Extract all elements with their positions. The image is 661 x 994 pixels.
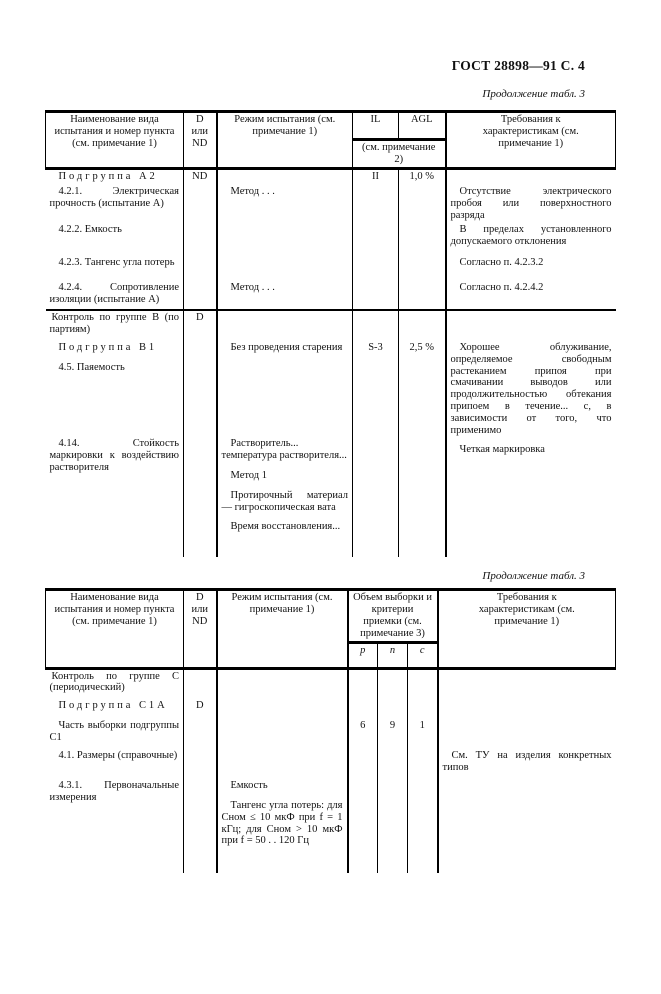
cell-d-nd <box>184 341 217 437</box>
cell-p <box>348 668 378 699</box>
cell-p <box>348 699 378 719</box>
table-row <box>46 699 616 719</box>
cell-d-nd <box>184 719 217 749</box>
col-header-sample-group-label: Объем выборки и критерии приемки (см. примечание 3) <box>353 592 432 639</box>
col-header-d-nd <box>184 590 217 668</box>
cell-requirements <box>446 256 616 281</box>
requirement-text: Четкая маркировка <box>459 444 545 456</box>
table2-head <box>46 590 616 668</box>
col-header-d-nd-label: D или ND <box>191 592 208 628</box>
agl-value: 1,0 % <box>409 170 434 182</box>
table-row <box>46 668 616 699</box>
col-header-test-mode <box>217 590 348 668</box>
col-header-sample-group <box>348 590 438 642</box>
cell-agl <box>399 341 446 437</box>
p-value: 6 <box>360 720 366 732</box>
test-name: 4.2.4. Сопротивление изоляции (испытание А) <box>49 282 179 305</box>
cell-test-mode <box>217 699 348 719</box>
continuation-table-2 <box>45 588 616 873</box>
table-row <box>46 719 616 749</box>
cell-il <box>353 437 399 557</box>
col-header-il-label: IL <box>370 114 381 125</box>
cell-test-name <box>46 168 184 185</box>
cell-d-nd <box>184 699 217 719</box>
table-row <box>46 437 616 557</box>
cell-agl <box>399 168 446 185</box>
subgroup-title: Подгруппа В1 <box>58 342 158 354</box>
cell-requirements <box>438 699 616 719</box>
cell-test-name <box>46 223 184 256</box>
cell-test-mode <box>217 749 348 779</box>
table-row <box>46 223 616 256</box>
cell-requirements <box>438 749 616 779</box>
cell-agl <box>399 256 446 281</box>
table-row <box>46 256 616 281</box>
col-header-p <box>348 642 378 668</box>
cell-d-nd <box>184 310 217 341</box>
test-mode: Протирочный материал — гигроскопическая вата <box>221 489 348 513</box>
cell-test-mode <box>217 281 353 310</box>
table-row <box>46 185 616 223</box>
col-header-test-mode-label: Режим испытания (см. примечание 1) <box>234 114 336 137</box>
cell-c <box>408 779 438 873</box>
cell-p <box>348 779 378 873</box>
cell-requirements <box>446 185 616 223</box>
cell-p <box>348 749 378 779</box>
cell-requirements <box>438 779 616 873</box>
cell-d-nd <box>184 668 217 699</box>
cell-d-nd <box>184 779 217 873</box>
col-header-c <box>408 642 438 668</box>
cell-il <box>353 341 399 437</box>
control-group-title: Контроль по группе С (периодический) <box>49 670 179 694</box>
cell-test-name <box>46 668 184 699</box>
test-mode: Метод . . . <box>230 282 275 294</box>
cell-c <box>408 668 438 699</box>
table2-caption: Продолжение табл. 3 <box>482 570 585 583</box>
test-name: 4.2.1. Электрическая прочность (испытание А) <box>49 186 179 209</box>
test-mode: Метод . . . <box>230 186 275 198</box>
cell-requirements <box>446 310 616 341</box>
cell-test-name <box>46 310 184 341</box>
cell-il <box>353 310 399 341</box>
table-row <box>46 310 616 341</box>
cell-n <box>378 719 408 749</box>
cell-test-mode <box>217 185 353 223</box>
table-row <box>46 168 616 185</box>
requirement-text: Согласно п. 4.2.3.2 <box>459 257 544 269</box>
cell-il <box>353 185 399 223</box>
cell-requirements <box>438 719 616 749</box>
il-value: II <box>372 170 379 182</box>
cell-agl <box>399 310 446 341</box>
requirement-text: Согласно п. 4.2.4.2 <box>459 282 544 294</box>
table-header-row <box>46 112 616 140</box>
test-mode: Растворитель... температура растворителя... <box>221 438 347 462</box>
cell-c <box>408 699 438 719</box>
cell-d-nd <box>184 256 217 281</box>
table1-head <box>46 112 616 169</box>
d-nd-value: ND <box>192 170 208 182</box>
cell-test-mode <box>217 437 353 557</box>
cell-requirements <box>446 281 616 310</box>
cell-requirements <box>446 341 616 437</box>
cell-il <box>353 223 399 256</box>
test-name: Часть выборки подгруппы С1 <box>49 720 179 743</box>
col-header-test-name-label: Наименование вида испытания и номер пункта (см. примечание 1) <box>54 114 175 149</box>
test-mode: Тангенс угла потерь: для Сном ≤ 10 мкФ при f = 1 кГц; для Сном > 10 мкФ при f = 50 . . 120 Гц <box>221 799 343 847</box>
col-header-requirements-label: Требования к характеристикам (см. примечание 1) <box>482 114 579 149</box>
test-mode: Метод 1 <box>230 470 267 482</box>
cell-il <box>353 256 399 281</box>
cell-n <box>378 749 408 779</box>
requirement-text: Отсутствие электрического пробоя или поверхностного разряда <box>450 186 612 221</box>
cell-test-name <box>46 719 184 749</box>
cell-test-name <box>46 281 184 310</box>
test-name: 4.2.2. Емкость <box>58 224 122 236</box>
cell-n <box>378 779 408 873</box>
cell-c <box>408 749 438 779</box>
subgroup-title: Подгруппа А2 <box>58 170 158 182</box>
doc-header: ГОСТ 28898—91 С. 4 <box>451 58 585 73</box>
col-header-test-mode <box>217 112 353 169</box>
col-header-agl <box>399 112 446 140</box>
test-name: 4.3.1. Первоначальные измерения <box>49 780 179 803</box>
cell-requirements <box>446 223 616 256</box>
cell-test-mode <box>217 341 353 437</box>
cell-d-nd <box>184 168 217 185</box>
col-header-il <box>353 112 399 140</box>
cell-requirements <box>438 668 616 699</box>
cell-test-mode <box>217 719 348 749</box>
test-mode: Время восстановления... <box>230 521 341 533</box>
n-value: 9 <box>389 720 396 732</box>
cell-agl <box>399 281 446 310</box>
table-header-row <box>46 590 616 642</box>
cell-test-mode <box>217 168 353 185</box>
table-row <box>46 779 616 873</box>
cell-n <box>378 699 408 719</box>
cell-agl <box>399 437 446 557</box>
table1-caption: Продолжение табл. 3 <box>482 88 585 100</box>
col-header-p-label: p <box>360 644 366 656</box>
cell-agl <box>399 223 446 256</box>
test-name: 4.14. Стойкость маркировки к воздействию растворителя <box>49 438 179 474</box>
col-header-test-mode-label: Режим испытания (см. примечание 1) <box>231 592 333 616</box>
col-header-requirements <box>446 112 616 169</box>
cell-c <box>408 719 438 749</box>
c-value: 1 <box>419 720 425 732</box>
cell-test-name <box>46 437 184 557</box>
d-nd-value: D <box>195 312 204 324</box>
cell-test-mode <box>217 779 348 873</box>
table2-body <box>46 668 616 873</box>
agl-value: 2,5 % <box>409 342 434 354</box>
cell-d-nd <box>184 749 217 779</box>
test-mode: Емкость <box>230 780 268 792</box>
col-header-c-label: c <box>419 644 425 656</box>
col-header-requirements-label: Требования к характеристикам (см. примечание 1) <box>478 592 575 628</box>
cell-test-mode <box>217 223 353 256</box>
col-header-agl-label: AGL <box>410 114 433 125</box>
cell-test-name <box>46 256 184 281</box>
cell-d-nd <box>184 185 217 223</box>
test-name: 4.5. Паяемость <box>58 361 125 373</box>
cell-test-name <box>46 185 184 223</box>
test-name: 4.2.3. Тангенс угла потерь <box>58 257 175 269</box>
cell-requirements <box>446 437 616 557</box>
cell-d-nd <box>184 281 217 310</box>
col-header-il-agl-note <box>353 140 446 169</box>
requirement-text: Хорошее облуживание, определяемое свободным растеканием припоя при смачивании выводов или продолжительностью обтекания припоем в течение... с, в зависимости от того, что применимо <box>450 342 612 436</box>
col-header-test-name <box>46 112 184 169</box>
cell-il <box>353 168 399 185</box>
cell-test-name <box>46 749 184 779</box>
requirement-text: См. ТУ на изделия конкретных типов <box>442 750 612 773</box>
col-header-n <box>378 642 408 668</box>
d-nd-value: D <box>195 700 204 712</box>
cell-d-nd <box>184 437 217 557</box>
cell-agl <box>399 185 446 223</box>
cell-p <box>348 719 378 749</box>
cell-test-name <box>46 699 184 719</box>
cell-test-mode <box>217 256 353 281</box>
requirement-text: В пределах установленного допускаемого отклонения <box>450 224 612 247</box>
cell-n <box>378 668 408 699</box>
col-header-d-nd-label: D или ND <box>191 114 208 149</box>
test-mode: Без проведения старения <box>230 342 343 354</box>
col-header-d-nd <box>184 112 217 169</box>
cell-requirements <box>446 168 616 185</box>
table-row <box>46 341 616 437</box>
col-header-n-label: n <box>389 644 396 656</box>
cell-d-nd <box>184 223 217 256</box>
col-header-il-agl-note-label: (см. примечание 2) <box>362 142 436 165</box>
test-name: 4.1. Размеры (справочные) <box>58 750 178 762</box>
col-header-test-name-label: Наименование вида испытания и номер пункта (см. примечание 1) <box>54 592 175 628</box>
cell-il <box>353 281 399 310</box>
subgroup-title: Подгруппа С1А <box>58 700 168 712</box>
il-value: S-3 <box>368 342 383 354</box>
continuation-table-1 <box>45 110 616 557</box>
cell-test-name <box>46 779 184 873</box>
cell-test-mode <box>217 668 348 699</box>
col-header-requirements <box>438 590 616 668</box>
table-row <box>46 281 616 310</box>
cell-test-name <box>46 341 184 437</box>
table1-body <box>46 168 616 557</box>
table-row <box>46 749 616 779</box>
col-header-test-name <box>46 590 184 668</box>
cell-test-mode <box>217 310 353 341</box>
control-group-title: Контроль по группе В (по партиям) <box>49 312 179 335</box>
